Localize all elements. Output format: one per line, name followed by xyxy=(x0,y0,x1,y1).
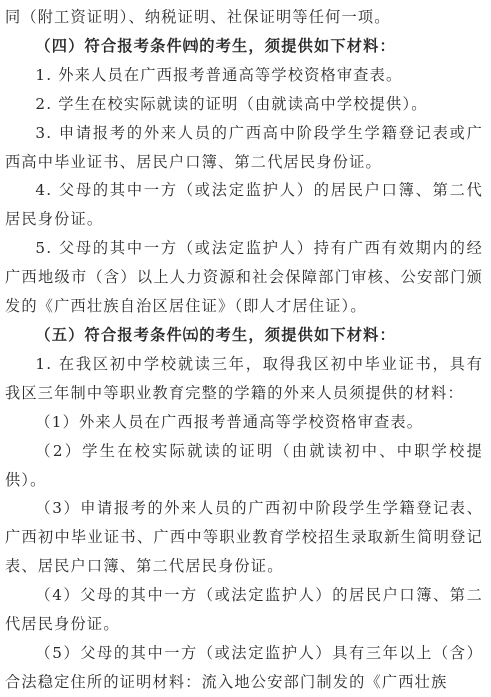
section-heading-5: （五）符合报考条件㈤的考生，须提供如下材料： xyxy=(35,325,396,344)
section-heading-4: （四）符合报考条件㈣的考生，须提供如下材料： xyxy=(35,36,396,55)
subitem-5-1-1: （1）外来人员在广西报考普通高等学校资格审查表。 xyxy=(35,412,424,431)
item-5-1: 1. 在我区初中学校就读三年，取得我区初中毕业证书，具有我区三年制中等职业教育完整的学籍的外来人员须提供的材料： xyxy=(5,354,483,402)
item-4-5: 5. 父母的其中一方（或法定监护人）持有广西有效期内的经广西地级市（含）以上人力资源和社会保障部门审核、公安部门颁发的《广西壮族自治区居住证》（即人才居住证）。 xyxy=(5,239,483,316)
item-4-1: 1. 外来人员在广西报考普通高等学校资格审查表。 xyxy=(35,65,403,84)
subitem-5-1-2: （2）学生在校实际就读的证明（由就读初中、中职学校提供）。 xyxy=(5,441,483,489)
item-4-2: 2. 学生在校实际就读的证明（由就读高中学校提供）。 xyxy=(35,94,428,113)
item-4-3: 3. 申请报考的外来人员的广西高中阶段学生学籍登记表或广西高中毕业证书、居民户口簿、第二代居民身份证。 xyxy=(5,123,483,171)
subitem-5-1-3: （3）申请报考的外来人员的广西初中阶段学生学籍登记表、广西初中毕业证书、广西中等职业教育学校招生录取新生简明登记表、居民户口簿、第二代居民身份证。 xyxy=(5,499,483,576)
paragraph-continued: 同（附工资证明）、纳税证明、社保证明等任何一项。 xyxy=(5,8,391,26)
subitem-5-1-5: （5）父母的其中一方（或法定监护人）具有三年以上（含）合法稳定住所的证明材料：流入地公安部门制发的《广西壮族 xyxy=(5,643,483,691)
item-4-4: 4. 父母的其中一方（或法定监护人）的居民户口簿、第二代居民身份证。 xyxy=(5,181,483,229)
subitem-5-1-4: （4）父母的其中一方（或法定监护人）的居民户口簿、第二代居民身份证。 xyxy=(5,586,483,634)
